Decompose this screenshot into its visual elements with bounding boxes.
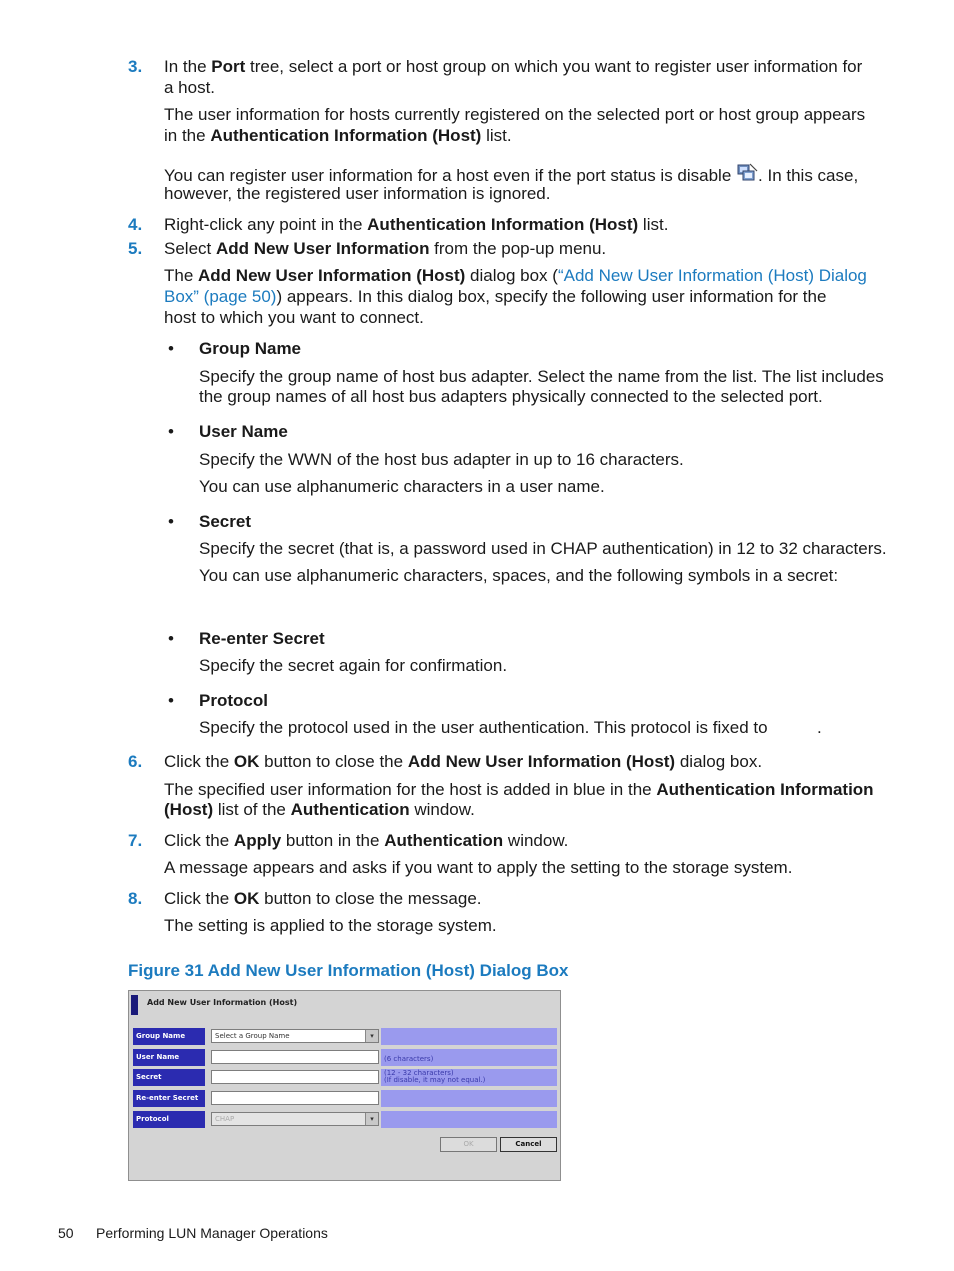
bullet-title: Protocol: [199, 691, 268, 710]
figure-caption: Figure 31 Add New User Information (Host) Dialog Box: [128, 961, 569, 980]
group-name-label: Group Name: [133, 1028, 205, 1045]
step-number: 7.: [128, 831, 143, 850]
bullet: •: [168, 512, 174, 531]
bullet-title: Secret: [199, 512, 251, 531]
group-name-select[interactable]: Select a Group Name ▾: [211, 1029, 379, 1043]
bullet: •: [168, 422, 174, 441]
bullet-text: the group names of all host bus adapters physically connected to the selected port.: [199, 387, 823, 406]
chevron-down-icon: ▾: [365, 1113, 378, 1125]
dialog-title: Add New User Information (Host): [147, 998, 298, 1007]
step-text: In the Port tree, select a port or host group on which you want to register user information for: [164, 57, 863, 76]
step-number: 5.: [128, 239, 143, 258]
paragraph: The specified user information for the host is added in blue in the Authentication Information: [164, 780, 874, 799]
step-number: 8.: [128, 889, 143, 908]
bullet-text: You can use alphanumeric characters in a user name.: [199, 477, 605, 496]
protocol-hint: [381, 1111, 557, 1128]
bullet: •: [168, 339, 174, 358]
secret-row: [133, 1069, 557, 1086]
dialog-screenshot: [128, 990, 561, 1181]
secret-hint: (12 - 32 characters) (If disable, it may not equal.): [381, 1069, 557, 1086]
bullet-title: Group Name: [199, 339, 302, 358]
title-bar-accent: [131, 995, 138, 1015]
reenter-secret-input[interactable]: [211, 1091, 379, 1105]
user-name-input[interactable]: [211, 1050, 379, 1064]
bullet: •: [168, 629, 174, 648]
group-name-row: [133, 1028, 557, 1045]
reenter-secret-row: [133, 1090, 557, 1107]
secret-input[interactable]: [211, 1070, 379, 1084]
paragraph: The Add New User Information (Host) dialog box (“Add New User Information (Host) Dialog: [164, 266, 867, 285]
paragraph: (Host) list of the Authentication window.: [164, 800, 475, 819]
user-name-hint: (6 characters): [381, 1049, 557, 1066]
paragraph: host to which you want to connect.: [164, 308, 424, 327]
cross-reference-link[interactable]: “Add New User Information (Host) Dialog: [557, 266, 867, 285]
paragraph: The user information for hosts currently registered on the selected port or host group appears: [164, 105, 866, 124]
bullet: •: [168, 691, 174, 710]
reenter-secret-hint: [381, 1090, 557, 1107]
bullet-text: You can use alphanumeric characters, spaces, and the following symbols in a secret:: [199, 566, 839, 585]
paragraph: The setting is applied to the storage system.: [164, 916, 497, 935]
ok-button[interactable]: OK: [440, 1137, 497, 1152]
protocol-select: CHAP ▾: [211, 1112, 379, 1126]
step-text: Click the OK button to close the message.: [164, 889, 482, 908]
protocol-row: [133, 1111, 557, 1128]
user-name-label: User Name: [133, 1049, 205, 1066]
bullet-text: Specify the secret (that is, a password used in CHAP authentication) in 12 to 32 characters.: [199, 539, 887, 558]
step-text: Click the OK button to close the Add New User Information (Host) dialog box.: [164, 752, 763, 771]
step-number: 3.: [128, 57, 143, 76]
step-text: Click the Apply button in the Authentication window.: [164, 831, 569, 850]
paragraph: You can register user information for a host even if the port status is disable . In this case,: [164, 162, 858, 186]
secret-label: Secret: [133, 1069, 205, 1086]
protocol-label: Protocol: [133, 1111, 205, 1128]
bullet-text: Specify the protocol used in the user authentication. This protocol is fixed to: [199, 718, 768, 737]
footer-title: Performing LUN Manager Operations: [96, 1225, 328, 1241]
bullet-text: Specify the WWN of the host bus adapter in up to 16 characters.: [199, 450, 684, 469]
paragraph: in the Authentication Information (Host) list.: [164, 126, 512, 145]
step-number: 6.: [128, 752, 143, 771]
group-name-hint: [381, 1028, 557, 1045]
chevron-down-icon[interactable]: ▾: [365, 1030, 378, 1042]
bullet-title: User Name: [199, 422, 288, 441]
step-text: a host.: [164, 78, 216, 97]
port-disabled-icon: [736, 162, 758, 182]
bullet-text: Specify the secret again for confirmation.: [199, 656, 508, 675]
bullet-text-end: .: [817, 718, 822, 737]
cross-reference-link[interactable]: Box” (page 50): [164, 287, 277, 306]
paragraph: however, the registered user information is ignored.: [164, 184, 551, 203]
step-text: Right-click any point in the Authentication Information (Host) list.: [164, 215, 669, 234]
paragraph: Box” (page 50)) appears. In this dialog box, specify the following user information for the: [164, 287, 827, 306]
step-text: Select Add New User Information from the pop-up menu.: [164, 239, 607, 258]
cancel-button[interactable]: Cancel: [500, 1137, 557, 1152]
page-number: 50: [58, 1225, 74, 1241]
bullet-title: Re-enter Secret: [199, 629, 325, 648]
step-number: 4.: [128, 215, 143, 234]
bullet-text: Specify the group name of host bus adapter. Select the name from the list. The list includes: [199, 367, 884, 386]
reenter-secret-label: Re-enter Secret: [133, 1090, 205, 1107]
user-name-row: [133, 1049, 557, 1066]
paragraph: A message appears and asks if you want to apply the setting to the storage system.: [164, 858, 793, 877]
